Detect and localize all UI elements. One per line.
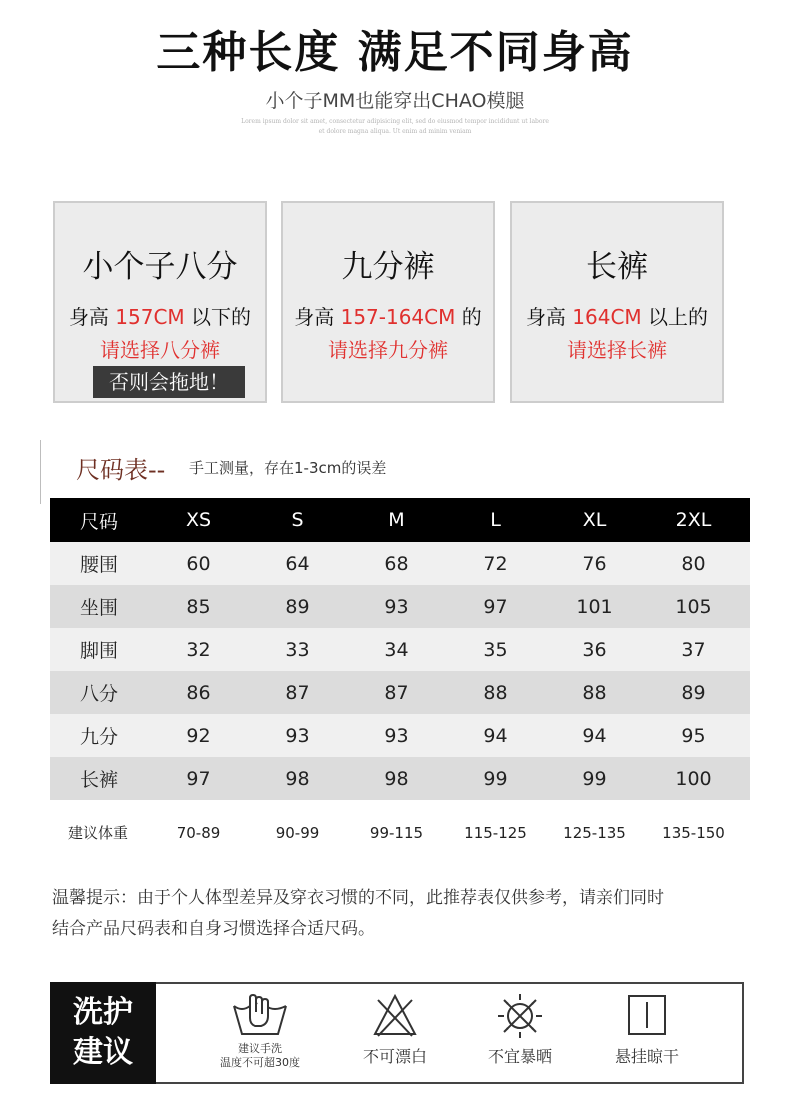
card-height-range xyxy=(55,301,265,330)
table-cell: 135-150 xyxy=(662,823,725,842)
card-title: 九分裤 xyxy=(341,249,435,285)
no-sun-dry-icon xyxy=(493,990,547,1040)
length-card-cropped xyxy=(53,201,267,403)
table-cell: 100 xyxy=(675,767,712,790)
table-header-cell: S xyxy=(291,509,304,531)
table-cell: 60 xyxy=(186,552,211,575)
card-height-prefix: 身高 xyxy=(68,305,116,329)
table-header-cell: M xyxy=(388,509,405,531)
table-cell: 35 xyxy=(483,638,508,661)
table-cell: 坐围 xyxy=(80,597,119,619)
card-height-suffix: 以下的 xyxy=(184,305,252,329)
table-cell: 97 xyxy=(483,595,508,618)
table-cell: 115-125 xyxy=(464,823,527,842)
card-height-value: 164CM xyxy=(572,305,642,329)
table-cell: 90-99 xyxy=(275,823,320,842)
card-advice: 请选择九分裤 xyxy=(328,338,448,362)
table-cell: 88 xyxy=(582,681,607,704)
no-bleach-icon xyxy=(370,990,420,1040)
table-cell: 33 xyxy=(285,638,310,661)
table-cell: 85 xyxy=(186,595,211,618)
table-cell: 95 xyxy=(681,724,706,747)
length-card-full xyxy=(510,201,724,403)
table-header-cell: XL xyxy=(582,509,607,531)
care-text: 悬挂晾干 xyxy=(614,1047,679,1066)
table-cell: 87 xyxy=(384,681,409,704)
table-cell: 99 xyxy=(483,767,508,790)
placeholder-line-1: Lorem ipsum dolor sit amet, consectetur adipisicing elit, sed do eiusmod tempor incididunt ut labore xyxy=(241,118,549,125)
care-item-hang-dry xyxy=(577,990,717,1067)
table-header-row xyxy=(50,498,750,542)
table-cell: 93 xyxy=(285,724,310,747)
care-label-line-2: 建议 xyxy=(73,1035,133,1070)
table-cell: 99-115 xyxy=(369,823,424,842)
table-row xyxy=(50,757,750,800)
card-warning-badge: 否则会拖地！ xyxy=(93,366,245,398)
table-cell: 94 xyxy=(483,724,508,747)
card-height-suffix: 的 xyxy=(455,305,482,329)
card-height-range xyxy=(512,301,722,330)
care-text: 温度不可超30度 xyxy=(220,1056,300,1069)
card-advice: 请选择长裤 xyxy=(567,338,667,362)
table-row xyxy=(50,542,750,585)
table-row xyxy=(50,585,750,628)
card-height-prefix: 身高 xyxy=(294,305,341,329)
size-chart-note: 手工测量，存在1-3cm的误差 xyxy=(189,459,387,477)
table-cell: 72 xyxy=(483,552,508,575)
table-cell: 脚围 xyxy=(80,640,119,662)
card-title: 长裤 xyxy=(586,249,648,285)
table-cell: 八分 xyxy=(80,683,119,705)
care-text: 建议手洗 xyxy=(238,1042,282,1055)
weight-row xyxy=(50,811,750,854)
divider-line xyxy=(40,440,41,504)
care-text: 不宜暴晒 xyxy=(487,1047,552,1066)
table-cell: 80 xyxy=(681,552,706,575)
care-text: 不可漂白 xyxy=(362,1047,427,1066)
placeholder-text xyxy=(210,117,580,137)
table-cell: 建议体重 xyxy=(68,824,129,842)
table-cell: 89 xyxy=(681,681,706,704)
table-cell: 89 xyxy=(285,595,310,618)
table-header-cell: XS xyxy=(185,509,212,531)
table-cell: 98 xyxy=(384,767,409,790)
hand-wash-icon xyxy=(228,990,292,1040)
table-cell: 32 xyxy=(186,638,211,661)
size-tip xyxy=(52,883,752,945)
table-cell: 九分 xyxy=(80,726,119,748)
table-cell: 99 xyxy=(582,767,607,790)
care-label-line-1: 洗护 xyxy=(73,995,133,1030)
table-cell: 94 xyxy=(582,724,607,747)
care-label xyxy=(50,982,156,1084)
table-cell: 34 xyxy=(384,638,409,661)
table-cell: 腰围 xyxy=(80,554,119,576)
table-cell: 101 xyxy=(576,595,613,618)
table-cell: 76 xyxy=(582,552,607,575)
length-card-ninth xyxy=(281,201,495,403)
table-cell: 105 xyxy=(675,595,712,618)
tip-line-1: 温馨提示：由于个人体型差异及穿衣习惯的不同，此推荐表仅供参考，请亲们同时 xyxy=(52,888,664,908)
care-item-no-bleach xyxy=(325,990,465,1067)
card-height-range xyxy=(283,301,493,330)
size-chart-title: 尺码表-- xyxy=(76,456,166,484)
tip-line-2: 结合产品尺码表和自身习惯选择合适尺码。 xyxy=(52,919,375,939)
care-item-no-sun-dry xyxy=(450,990,590,1067)
page-title: 三种长度 满足不同身高 xyxy=(156,27,634,78)
table-cell: 36 xyxy=(582,638,607,661)
hang-dry-icon xyxy=(622,990,672,1040)
care-item-hand-wash xyxy=(190,990,330,1070)
table-cell: 86 xyxy=(186,681,211,704)
table-cell: 98 xyxy=(285,767,310,790)
table-cell: 93 xyxy=(384,724,409,747)
page-subtitle: 小个子MM也能穿出CHAO模腿 xyxy=(265,90,525,112)
card-height-value: 157-164CM xyxy=(340,305,456,329)
table-header-cell: 尺码 xyxy=(80,510,119,533)
table-header-cell: L xyxy=(490,509,501,531)
table-cell: 87 xyxy=(285,681,310,704)
card-title: 小个子八分 xyxy=(82,249,238,285)
table-cell: 92 xyxy=(186,724,211,747)
card-advice: 请选择八分裤 xyxy=(100,338,220,362)
table-row xyxy=(50,714,750,757)
table-cell: 88 xyxy=(483,681,508,704)
table-cell: 97 xyxy=(186,767,211,790)
table-cell: 125-135 xyxy=(563,823,626,842)
table-cell: 70-89 xyxy=(176,823,221,842)
table-cell: 长裤 xyxy=(80,769,119,791)
table-cell: 93 xyxy=(384,595,409,618)
table-row xyxy=(50,671,750,714)
table-cell: 37 xyxy=(681,638,706,661)
card-height-suffix: 以上的 xyxy=(641,305,709,329)
table-header-cell: 2XL xyxy=(675,509,712,531)
table-cell: 68 xyxy=(384,552,409,575)
card-height-prefix: 身高 xyxy=(525,305,573,329)
placeholder-line-2: et dolore magna aliqua. Ut enim ad minim veniam xyxy=(318,128,472,135)
card-height-value: 157CM xyxy=(115,305,185,329)
table-cell: 64 xyxy=(285,552,310,575)
table-row xyxy=(50,628,750,671)
